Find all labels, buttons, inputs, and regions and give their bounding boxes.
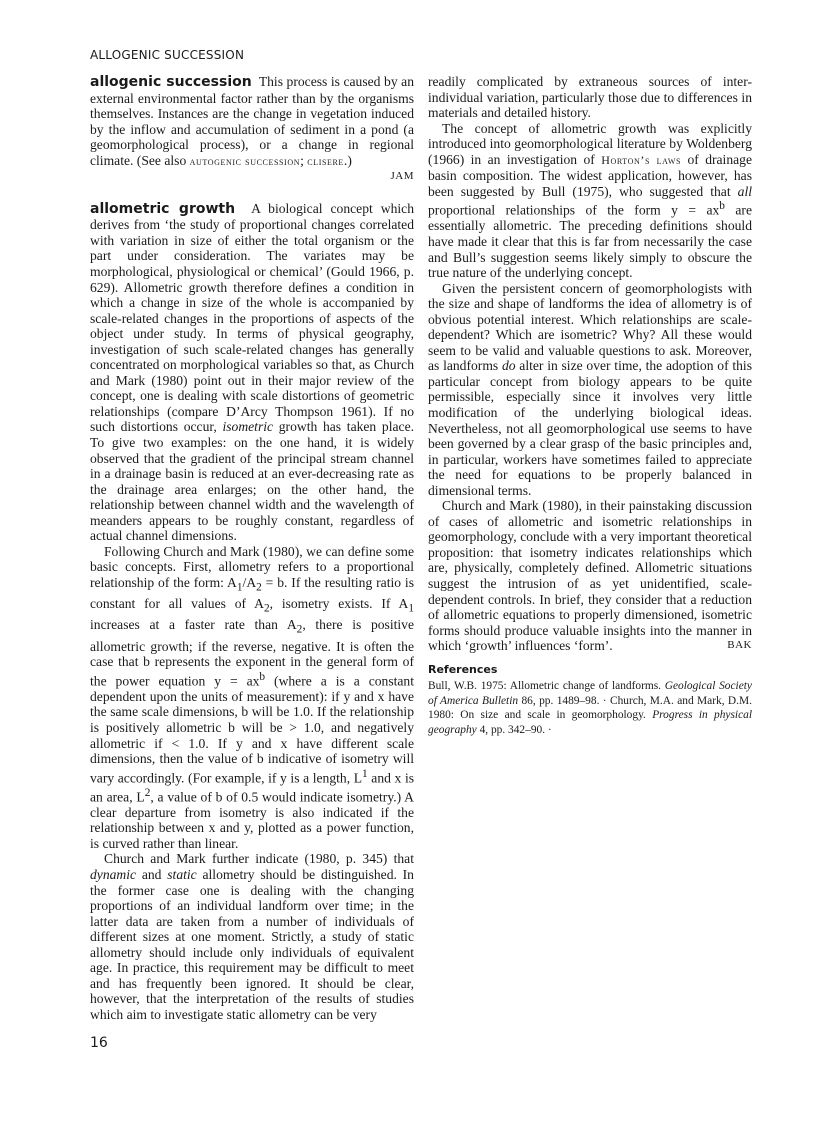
reference: 4, pp. 342–90. ·: [476, 723, 552, 736]
xref-separator: ;: [300, 152, 308, 168]
cross-reference[interactable]: clisere: [307, 153, 344, 168]
text-run: alter in size over time, the adoption of this particular concept from biology appears to be quite permissible, especially since it involves very little modification of the underlying biological ideas. Nevertheless, not all geomorphological use seems to have been governed by a clear grasp of the basic principles and, in particular, workers have sometimes failed to appreciate the need for equations to be properly balanced in dimensional terms.: [428, 358, 752, 498]
cross-reference[interactable]: autogenic succession: [189, 153, 301, 168]
entry-text: A biological concept which derives from ‘the study of proportional changes correlated with variation in size of either the total organism or the part under consideration. The variates may be morphological, physiological or chemical’ (Gould 1966, p. 629). Allometric growth therefore defines a condition in which a change in size of the whole is accompanied by scale-related changes in the proportions of aspects of the object under study. In terms of physical geography, investigation of such scale-related changes has generally concentrated on morphological variables so that, as Church and Mark (1980) point out in their major review of the concept, one is dealing with scale distortions of geometric relationships (compare D’Arcy Thompson 1961). If no such distortions occur,: [90, 200, 415, 435]
emphasis: isometric: [222, 419, 274, 435]
entry-text: This process is caused by an external environmental factor rather than by the organisms themselves. Instances are the change in vegetation induced by the inflow and accumulation of sediment in a pond (a geomorphological process), or a change in regional climate. (See also: [90, 74, 415, 168]
text-run: increases at a faster rate than A: [90, 617, 297, 633]
running-header: ALLOGENIC SUCCESSION: [90, 48, 245, 62]
reference: Bull, W.B. 1975: Allometric change of landforms.: [428, 680, 665, 693]
text-run: Following Church and Mark (1980), we can define some basic concepts. First, allometry refers to a proportional relationship of the form: A: [90, 543, 414, 590]
reference: 86, pp. 1489–98. ·: [518, 694, 610, 707]
entry-allogenic-succession: [90, 74, 414, 185]
text-run: and x is an area, L: [90, 770, 415, 805]
text-run: proportional relationships of the form y = ax: [428, 202, 720, 218]
author-initials: BAK: [727, 639, 752, 652]
right-column: [428, 74, 752, 737]
author-initials: JAM: [390, 170, 414, 183]
superscript: 1: [362, 767, 368, 780]
entry-text-end: .): [343, 152, 352, 168]
references-list: [428, 679, 752, 737]
text-run: = b. If the resulting ratio is constant for all values of A: [90, 574, 414, 612]
paragraph: [428, 498, 752, 653]
page-number: 16: [90, 1035, 108, 1051]
journal-title: Progress in physical geography: [428, 709, 752, 736]
paragraph: [428, 281, 752, 499]
text-run: and: [136, 867, 168, 882]
entry-text: growth has taken place. To give two examples: on the one hand, it is widely observed that the gradient of the principal stream channel in a drainage basin is reduced at an ever-decreasing rate as the drainage area enlarges; on the other hand, the relationship between channel width and the wavelength of meanders appears to be roughly constant, regardless of actual channel dimensions.: [90, 419, 414, 544]
paragraph: [90, 851, 414, 1022]
subscript: 2: [263, 602, 270, 615]
superscript: b: [259, 670, 266, 683]
subscript: 2: [256, 581, 262, 594]
entry-term: allogenic succession: [90, 74, 252, 90]
emphasis: all: [737, 183, 752, 199]
superscript: 2: [144, 786, 151, 799]
paragraph: [90, 544, 414, 852]
cross-reference[interactable]: Horton’s laws: [601, 152, 682, 167]
paragraph: [428, 121, 752, 281]
reference: Church, M.A. and Mark, D.M. 1980: On size and scale in geomorphology.: [428, 694, 752, 722]
text-run: of drainage basin composition. The widest application, however, has been suggested by Bull (1975), who suggested that: [428, 151, 752, 199]
text-run: /A: [242, 574, 257, 590]
entry-term: allometric growth: [90, 200, 236, 217]
emphasis: do: [501, 358, 516, 374]
references-heading: References: [428, 662, 498, 676]
text-run: (where a is a constant dependent upon the units of measurement): if y and x have the same scale dimensions, b will be 1.0. If the relationship is positively allometric b will be > 1.0, and negatively allometric if < 1.0. If y and x have different scale dimensions, then the value of b indicative of isometry will vary accordingly. (For example, if y is a length, L: [90, 673, 414, 786]
paragraph-continued: readily complicated by extraneous sources of inter-individual variation, particularly those due to differences in materials and detailed history.: [428, 74, 752, 121]
text-run: allometry should be distinguished. In the former case one is dealing with the changing proportions of an individual landform over time; in the latter data are taken from a number of individuals of different sizes at one moment. Strictly, a study of static allometry should include only individuals of equivalent age. In practice, this requirement may be difficult to meet and has frequently been ignored. It should be clear, however, that the interpretation of the results of studies which aim to investigate static allometry can be very: [90, 867, 414, 1022]
text-run: are essentially allometric. The preceding definitions should have made it clear that this is far from necessarily the case and Bull’s suggestion seems likely simply to obscure the true nature of the underlying concept.: [428, 202, 752, 281]
text-run: , there is positive allometric growth; if the reverse, negative. It is often the case that b represents the exponent in the general form of the power equation y = ax: [90, 617, 414, 689]
text-run: Church and Mark further indicate (1980, p. 345) that: [104, 851, 414, 867]
left-column: [90, 74, 414, 1022]
text-run: The concept of allometric growth was explicitly introduced into geomorphological literature by Woldenberg (1966) in an investigation of: [428, 120, 752, 167]
superscript: b: [719, 200, 725, 213]
text-run: , isometry exists. If A: [269, 596, 409, 612]
text-run: , a value of b of 0.5 would indicate isometry.) A clear departure from isometry is also indicated if the relationship between x and y, plotted as a power function, is curved rather than linear.: [90, 789, 414, 851]
entry-allometric-growth: [90, 201, 414, 544]
subscript: 2: [296, 624, 303, 637]
journal-title: Geological Society of America Bulletin: [428, 680, 752, 707]
emphasis: static: [167, 867, 197, 882]
emphasis: dynamic: [90, 867, 137, 882]
text-run: Given the persistent concern of geomorphologists with the size and shape of landforms the idea of allometry is of obvious potential interest. Which relationships are scale-dependent? Which are isometric? Why? All these would seem to be valid and valuable questions to ask. Moreover, as landforms: [428, 280, 752, 374]
subscript: 1: [408, 602, 414, 615]
subscript: 1: [236, 581, 243, 594]
text-run: Church and Mark (1980), in their painstaking discussion of cases of allometric and isometric relationships in geomorphology, conclude with a very important theoretical proposition: that isometry indicates relationships which are, physically, completely defined. Allometric situations suggest the intrusion of as yet unidentified, scale-dependent controls. In brief, they consider that a reduction of allometric equations to properly dimensioned, isometric forms should produce valuable insights into the manner in which ‘growth’ influences ‘form’.: [428, 498, 752, 654]
